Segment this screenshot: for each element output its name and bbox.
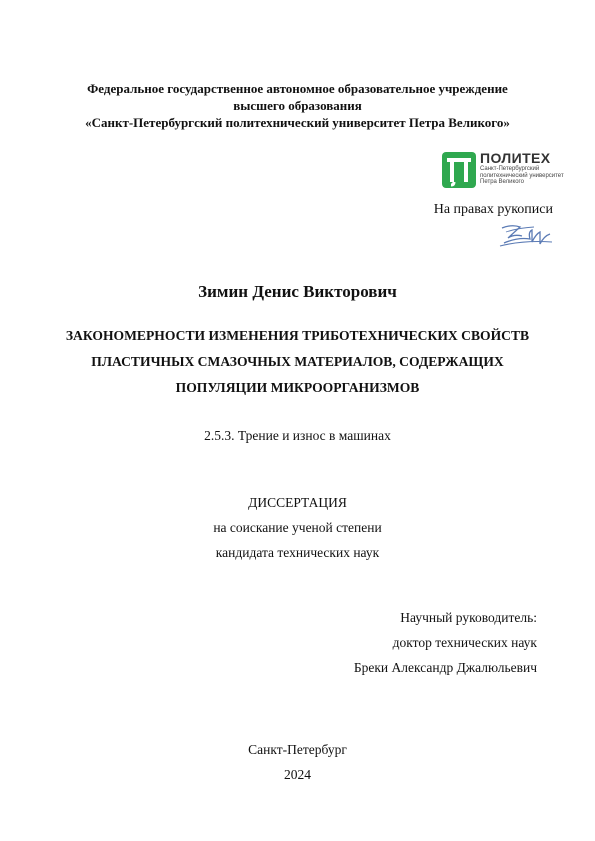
logo-title: ПОЛИТЕХ: [480, 150, 551, 166]
logo-subtitle-2: политехнический университет: [480, 172, 564, 179]
author-name: Зимин Денис Викторович: [198, 282, 397, 301]
logo-subtitle-3: Петра Великого: [480, 179, 524, 185]
document-kind-line-3: кандидата технических наук: [215, 545, 380, 560]
institution-line-2: высшего образования: [233, 98, 362, 113]
document-kind-line-1: ДИССЕРТАЦИЯ: [248, 495, 347, 510]
polytech-logo-icon: [442, 152, 476, 188]
supervisor-name: Бреки Александр Джалюльевич: [353, 660, 537, 675]
city: Санкт-Петербург: [248, 742, 347, 757]
thesis-title-line-1: ЗАКОНОМЕРНОСТИ ИЗМЕНЕНИЯ ТРИБОТЕХНИЧЕСКИХ СВОЙСТВ: [65, 328, 530, 343]
document-kind: [0, 490, 595, 565]
university-logo: [442, 150, 572, 190]
rights-note: На правах рукописи: [433, 202, 553, 217]
specialty: 2.5.3. Трение и износ в машинах: [204, 428, 391, 443]
city-year-block: [0, 737, 595, 787]
signature-icon: [498, 222, 554, 250]
thesis-title-line-3: ПОПУЛЯЦИИ МИКРООРГАНИЗМОВ: [175, 380, 420, 395]
institution-line-3: «Санкт-Петербургский политехнический университет Петра Великого»: [85, 115, 510, 130]
logo-subtitle-1: Санкт-Петербургский: [480, 166, 540, 172]
supervisor-block: [354, 605, 537, 680]
thesis-title: [0, 323, 595, 401]
institution-header: [0, 80, 595, 131]
year: 2024: [284, 767, 311, 782]
thesis-title-line-2: ПЛАСТИЧНЫХ СМАЗОЧНЫХ МАТЕРИАЛОВ, СОДЕРЖАЩИХ: [91, 354, 504, 369]
supervisor-degree: доктор технических наук: [392, 635, 537, 650]
supervisor-label: Научный руководитель:: [400, 610, 537, 625]
document-kind-line-2: на соискание ученой степени: [213, 520, 382, 535]
institution-line-1: Федеральное государственное автономное образовательное учреждение: [87, 81, 508, 96]
